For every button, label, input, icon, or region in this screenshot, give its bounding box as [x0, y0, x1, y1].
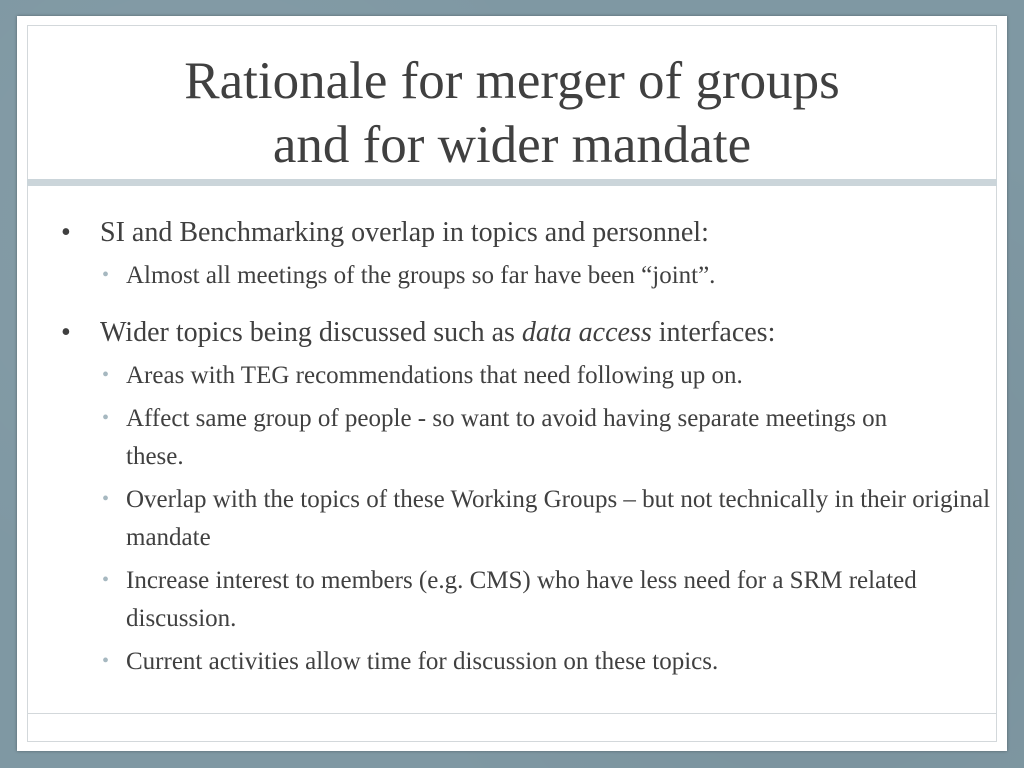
bullet-marker: •: [61, 317, 71, 348]
sub-bullet-marker: •: [102, 488, 110, 510]
footer-divider: [27, 713, 997, 714]
sub-bullet-marker: •: [102, 407, 110, 429]
sub-bullet-item: [55, 481, 1006, 557]
bullet-marker: •: [61, 217, 71, 248]
sub-bullet-text: Increase interest to members (e.g. CMS) who have less need for a SRM related discussion.: [126, 567, 917, 632]
bullet-text-after: interfaces:: [651, 317, 776, 348]
sub-bullet-item: [55, 357, 975, 395]
sub-bullet-item: [55, 400, 916, 476]
bullet-text-emphasis: data access: [521, 317, 652, 348]
bullet-text-before: Wider topics being discussed such as: [100, 317, 522, 348]
sub-bullet-marker: •: [102, 650, 110, 672]
slide-content: [55, 214, 991, 681]
title-divider: [27, 179, 997, 186]
slide-title: Rationale for merger of groups and for wider mandate: [184, 52, 840, 174]
slide: [17, 16, 1007, 751]
sub-bullet-text: Areas with TEG recommendations that need following up on.: [126, 362, 743, 389]
bullet-item: [55, 214, 975, 252]
sub-bullet-text: Overlap with the topics of these Working Groups – but not technically in their original mandate: [126, 486, 991, 551]
sub-bullet-item: [55, 562, 1006, 638]
sub-bullet-marker: •: [102, 569, 110, 591]
sub-bullet-marker: •: [102, 364, 110, 386]
bullet-text: SI and Benchmarking overlap in topics and personnel:: [100, 217, 709, 248]
bullet-item: [55, 314, 975, 352]
sub-bullet-text: Current activities allow time for discussion on these topics.: [126, 648, 719, 675]
sub-bullet-text: Affect same group of people - so want to avoid having separate meetings on these.: [126, 405, 888, 470]
title-area: [27, 25, 997, 187]
sub-bullet-item: [55, 257, 975, 295]
sub-bullet-marker: •: [102, 264, 110, 286]
sub-bullet-text: Almost all meetings of the groups so far have been “joint”.: [126, 262, 716, 289]
sub-bullet-item: [55, 643, 975, 681]
